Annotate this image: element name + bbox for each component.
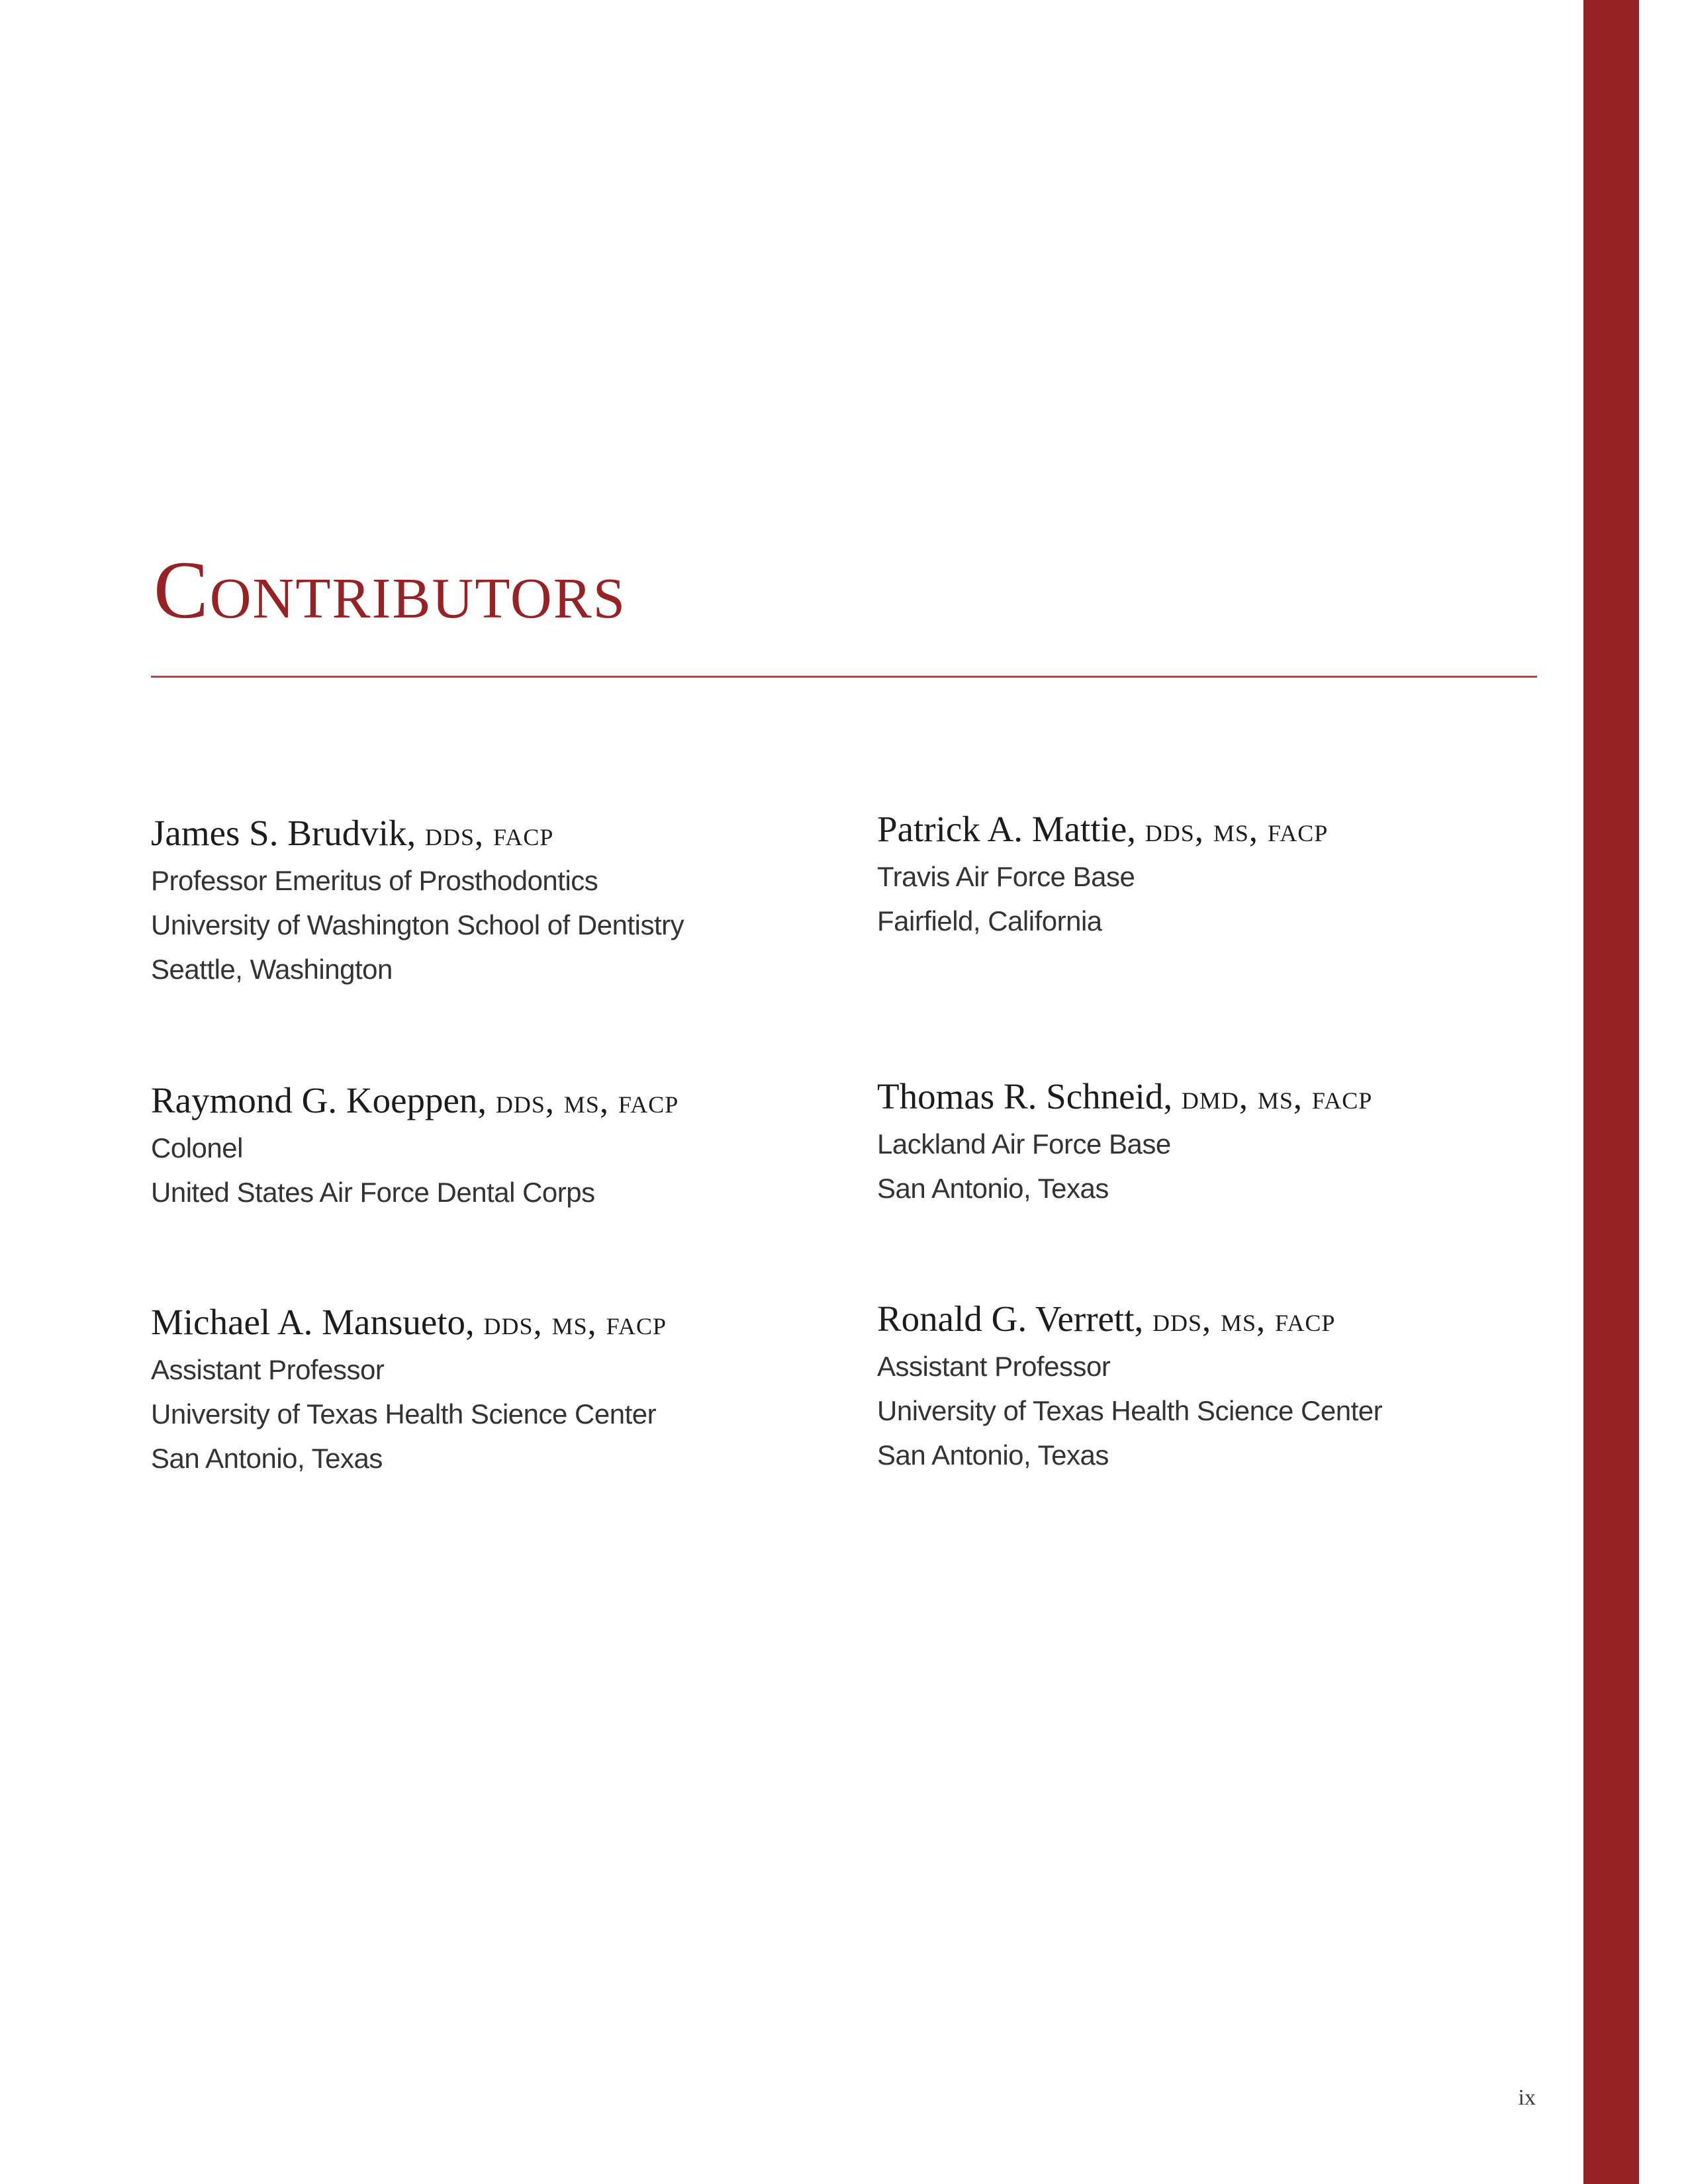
- contributor-detail: Fairfield, California: [877, 905, 1102, 936]
- side-color-bar: [1583, 0, 1639, 2184]
- contributor-name: Patrick A. Mattie,: [877, 809, 1137, 849]
- contributor-degrees: dmd, ms, facp: [1181, 1079, 1373, 1116]
- contributor-detail: University of Texas Health Science Center: [877, 1395, 1383, 1426]
- contributor-entry: [877, 804, 1579, 943]
- contributor-name-line: [151, 1297, 853, 1347]
- contributor-name: James S. Brudvik,: [151, 813, 416, 853]
- contributor-detail: University of Texas Health Science Center: [151, 1398, 657, 1430]
- contributor-entry: [151, 808, 853, 991]
- contributor-name: Ronald G. Verrett,: [877, 1298, 1144, 1339]
- contributor-degrees: dds, ms, facp: [1152, 1301, 1336, 1339]
- contributor-name: Thomas R. Schneid,: [877, 1076, 1173, 1116]
- contributor-detail: San Antonio, Texas: [877, 1439, 1109, 1471]
- contributor-detail: United States Air Force Dental Corps: [151, 1177, 595, 1208]
- contributor-name-line: [151, 1075, 853, 1126]
- contributor-entry: [151, 1075, 853, 1214]
- contributor-degrees: dds, ms, facp: [1145, 811, 1329, 849]
- contributor-detail: University of Washington School of Dentistry: [151, 909, 684, 940]
- contributor-name-line: [877, 1071, 1579, 1122]
- contributor-entry: [877, 1294, 1579, 1477]
- contributor-entry: [877, 1071, 1579, 1210]
- contributor-name: Raymond G. Koeppen,: [151, 1080, 487, 1120]
- page-title: Contributors: [154, 545, 627, 635]
- contributor-degrees: dds, facp: [425, 815, 554, 853]
- contributor-degrees: dds, ms, facp: [483, 1304, 667, 1342]
- contributor-name-line: [151, 808, 853, 858]
- contributor-name-line: [877, 804, 1579, 854]
- contributor-detail: Assistant Professor: [151, 1354, 385, 1385]
- contributor-detail: San Antonio, Texas: [151, 1443, 383, 1474]
- contributor-detail: San Antonio, Texas: [877, 1173, 1109, 1204]
- contributor-detail: Travis Air Force Base: [877, 861, 1135, 892]
- contributor-detail: Seattle, Washington: [151, 954, 393, 985]
- contributor-name-line: [877, 1294, 1579, 1344]
- contributor-entry: [151, 1297, 853, 1480]
- title-divider: [151, 676, 1537, 678]
- contributor-detail: Professor Emeritus of Prosthodontics: [151, 865, 598, 896]
- page-number: ix: [1518, 2085, 1536, 2110]
- contributor-detail: Colonel: [151, 1132, 243, 1163]
- contributor-detail: Lackland Air Force Base: [877, 1128, 1171, 1160]
- contributor-detail: Assistant Professor: [877, 1351, 1111, 1382]
- contributor-name: Michael A. Mansueto,: [151, 1302, 475, 1342]
- contributor-degrees: dds, ms, facp: [495, 1083, 679, 1120]
